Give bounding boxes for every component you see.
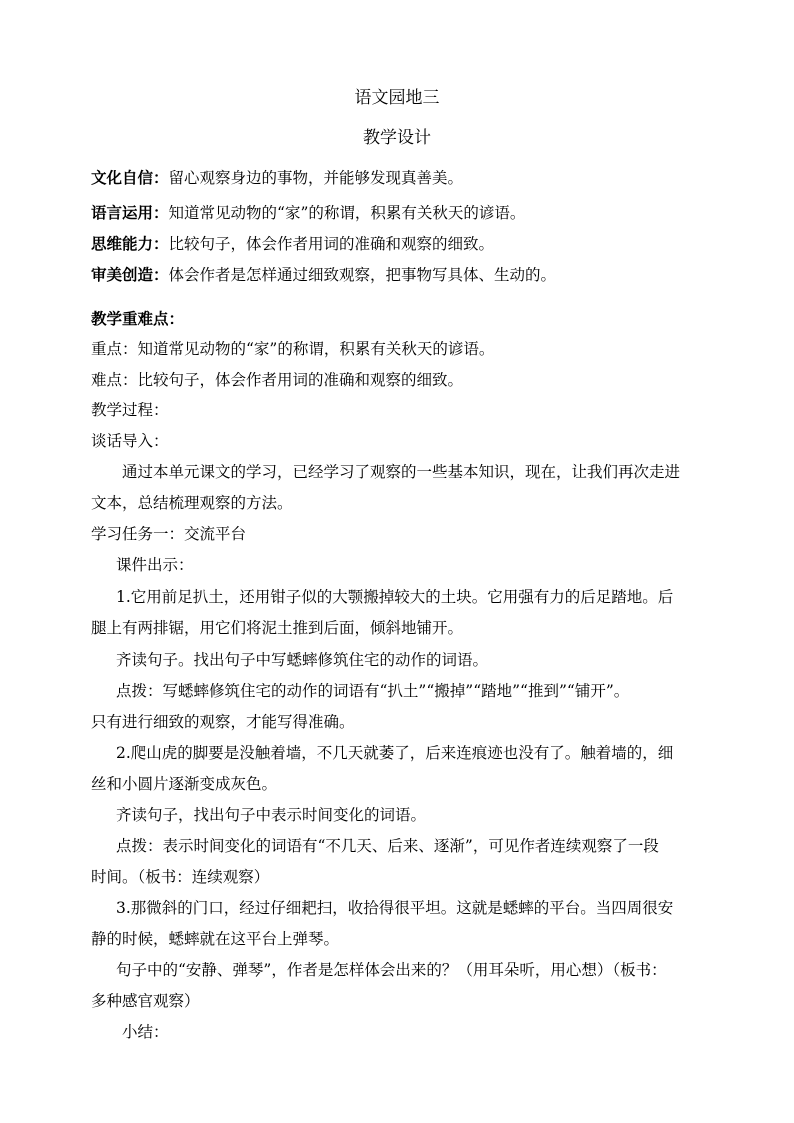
paragraph-line: 1.它用前足扒土，还用钳子似的大颚搬掉较大的土块。它用强有力的后足踏地。后 bbox=[116, 588, 674, 606]
document-title: 语文园地三 bbox=[354, 88, 440, 108]
key-points-heading: 教学重难点： bbox=[91, 309, 185, 328]
goal-text: 比较句子，体会作者用词的准确和观察的细致。 bbox=[168, 235, 495, 253]
goal-text: 留心观察身边的事物，并能够发现真善美。 bbox=[168, 169, 464, 187]
summary-label: 小结： bbox=[122, 1023, 169, 1041]
goal-label: 思维能力： bbox=[91, 234, 169, 253]
courseware-label: 课件出示： bbox=[116, 556, 194, 574]
paragraph-line: 2.爬山虎的脚要是没触着墙，不几天就萎了，后来连痕迹也没有了。触着墙的，细 bbox=[116, 744, 674, 762]
intro-paragraph-line: 文本，总结梳理观察的方法。 bbox=[91, 494, 293, 512]
paragraph-line: 点拨：写蟋蟀修筑住宅的动作的词语有“扒土”“搬掉”“踏地”“推到”“铺开”。 bbox=[116, 682, 630, 700]
process-heading: 教学过程： bbox=[91, 401, 169, 419]
paragraph-line: 静的时候，蟋蟀就在这平台上弹琴。 bbox=[91, 930, 340, 948]
paragraph-line: 3.那微斜的门口，经过仔细耙扫，收拾得很平坦。这就是蟋蟀的平台。当四周很安 bbox=[116, 899, 674, 917]
intro-heading: 谈话导入： bbox=[91, 432, 169, 450]
paragraph-line: 时间。（板书：连续观察） bbox=[91, 868, 270, 886]
intro-paragraph-line: 通过本单元课文的学习，已经学习了观察的一些基本知识，现在，让我们再次走进 bbox=[122, 463, 681, 481]
paragraph-line: 腿上有两排锯，用它们将泥土推到后面，倾斜地铺开。 bbox=[91, 619, 464, 637]
paragraph-line: 齐读句子，找出句子中表示时间变化的词语。 bbox=[116, 806, 427, 824]
key-point-difficulty: 难点：比较句子，体会作者用词的准确和观察的细致。 bbox=[91, 371, 464, 389]
paragraph-line: 多种感官观察） bbox=[91, 992, 200, 1010]
goal-culture bbox=[91, 168, 711, 188]
goal-aesthetic bbox=[91, 265, 711, 285]
paragraph-line: 点拨：表示时间变化的词语有“不几天、后来、逐渐”，可见作者连续观察了一段 bbox=[116, 837, 659, 855]
paragraph-line: 句子中的“安静、弹琴”，作者是怎样体会出来的？（用耳朵听，用心想）（板书： bbox=[116, 961, 667, 979]
key-point-focus: 重点：知道常见动物的“家”的称谓，积累有关秋天的谚语。 bbox=[91, 340, 495, 358]
goal-label: 审美创造： bbox=[91, 265, 169, 284]
paragraph-line: 丝和小圆片逐渐变成灰色。 bbox=[91, 775, 278, 793]
goal-text: 体会作者是怎样通过细致观察，把事物写具体、生动的。 bbox=[168, 266, 557, 284]
goal-language bbox=[91, 203, 711, 223]
goal-text: 知道常见动物的“家”的称谓，积累有关秋天的谚语。 bbox=[168, 204, 526, 222]
goal-thinking bbox=[91, 234, 711, 254]
task-heading: 学习任务一：交流平台 bbox=[91, 525, 247, 543]
goal-label: 文化自信： bbox=[91, 168, 169, 187]
document-subtitle: 教学设计 bbox=[363, 128, 431, 148]
paragraph-line: 齐读句子。找出句子中写蟋蟀修筑住宅的动作的词语。 bbox=[116, 651, 489, 669]
paragraph-line: 只有进行细致的观察，才能写得准确。 bbox=[91, 713, 355, 731]
goal-label: 语言运用： bbox=[91, 203, 169, 222]
